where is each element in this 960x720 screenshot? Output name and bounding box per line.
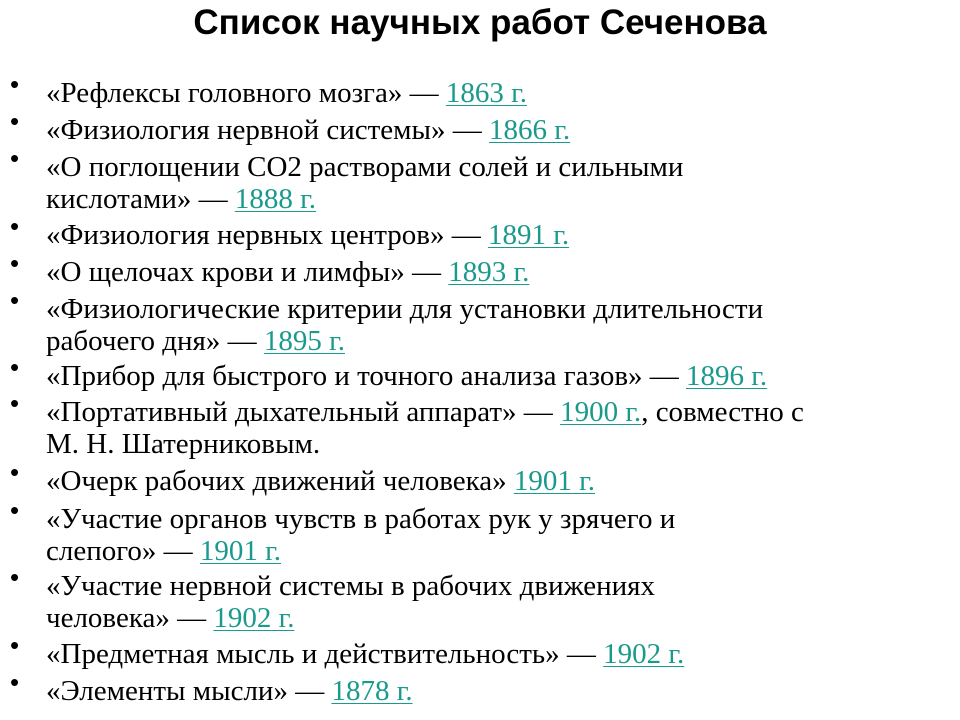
work-title: «О щелочах крови и лимфы» —	[46, 256, 449, 288]
work-title: «О поглощении CO2 растворами солей и сильными	[46, 151, 684, 183]
list-item	[10, 248, 906, 288]
bullet-icon: •	[10, 285, 20, 315]
bullet-icon: •	[10, 667, 20, 697]
list-item	[10, 285, 906, 357]
list-item	[10, 143, 906, 215]
list-item	[10, 211, 906, 251]
work-title: «Элементы мысли» —	[46, 675, 332, 707]
list-item	[10, 562, 906, 634]
list-item	[10, 106, 906, 146]
bullet-icon: •	[10, 352, 20, 382]
list-item	[10, 352, 906, 392]
work-title: «Предметная мысль и действительность» —	[46, 638, 604, 670]
bullet-icon: •	[10, 562, 20, 592]
page-title: Список научных работ Сеченова	[193, 3, 767, 42]
bullet-icon: •	[10, 457, 20, 487]
work-title: «Участие органов чувств в работах рук у зрячего и	[46, 503, 676, 535]
bullet-icon: •	[10, 69, 20, 99]
bullet-icon: •	[10, 495, 20, 525]
work-coauthor: М. Н. Шатерниковым.	[46, 428, 321, 460]
year-link[interactable]: 1878 г.	[331, 675, 413, 707]
year-link[interactable]: 1891 г.	[487, 219, 570, 251]
work-title: «Участие нервной системы в рабочих движениях	[46, 570, 655, 602]
year-link[interactable]: 1895 г.	[263, 325, 345, 357]
work-title: «Портативный дыхательный аппарат» —	[46, 396, 561, 428]
list-item	[10, 495, 906, 567]
bullet-icon: •	[10, 143, 20, 173]
year-link[interactable]: 1888 г.	[234, 183, 316, 215]
year-link[interactable]: 1900 г.	[560, 396, 642, 428]
bullet-icon: •	[10, 248, 20, 278]
year-link[interactable]: 1901 г.	[199, 535, 282, 567]
year-link[interactable]: 1893 г.	[448, 256, 530, 288]
work-title-continued: кислотами» —	[46, 183, 235, 215]
bullet-icon: •	[10, 630, 20, 660]
year-link[interactable]: 1863 г.	[445, 77, 527, 109]
bullet-icon: •	[10, 211, 20, 241]
work-title: «Рефлексы головного мозга» —	[46, 77, 446, 109]
work-title: «Очерк рабочих движений человека»	[46, 465, 514, 497]
year-link[interactable]: 1896 г.	[686, 360, 768, 392]
work-title-continued: слепого» —	[46, 535, 200, 567]
work-title-continued: человека» —	[46, 602, 214, 634]
list-item	[10, 630, 906, 670]
list-item	[10, 457, 906, 497]
year-link[interactable]: 1902 г.	[213, 602, 295, 634]
year-link[interactable]: 1901 г.	[513, 465, 595, 497]
list-item	[10, 388, 906, 460]
work-title: «Прибор для быстрого и точного анализа газов» —	[46, 360, 687, 392]
work-title: «Физиология нервных центров» —	[46, 219, 488, 251]
list-item	[10, 69, 906, 109]
year-link[interactable]: 1866 г.	[489, 114, 571, 146]
bullet-icon: •	[10, 388, 20, 418]
list-item	[10, 667, 906, 707]
work-note: , совместно с	[641, 396, 804, 428]
work-title-continued: рабочего дня» —	[46, 325, 264, 357]
bullet-icon: •	[10, 106, 20, 136]
year-link[interactable]: 1902 г.	[603, 638, 685, 670]
work-title: «Физиологические критерии для установки длительности	[46, 293, 764, 325]
work-title: «Физиология нервной системы» —	[46, 114, 490, 146]
